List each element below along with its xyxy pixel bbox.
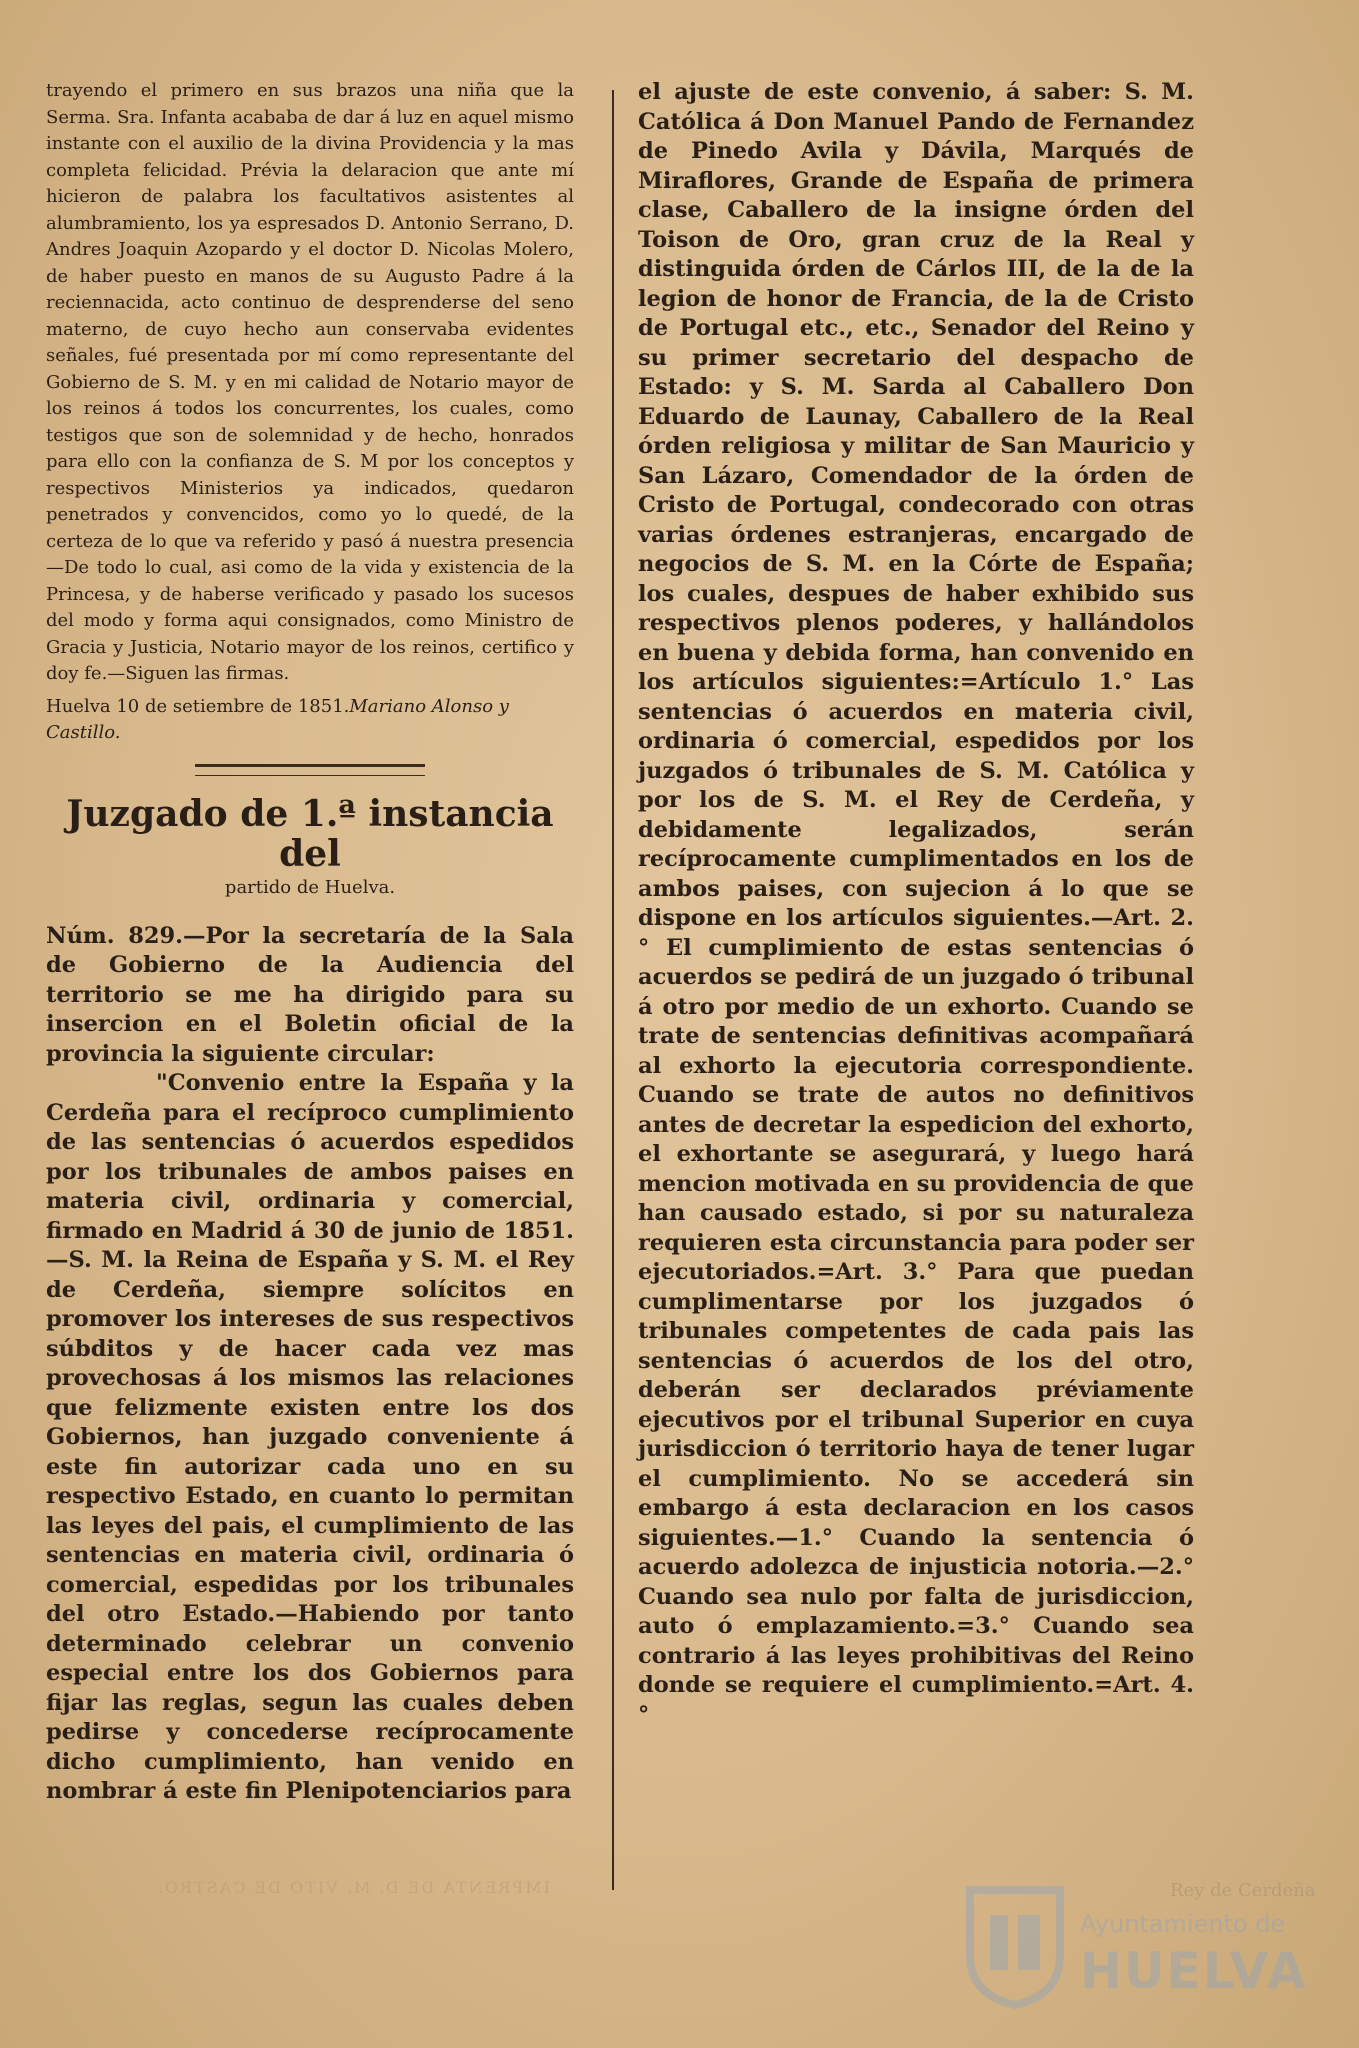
imprint-bleed-through: IMPRENTA DE D. M. VITO DE CASTRO.	[156, 1878, 550, 1897]
bleed-through-text: Rey de Cerdeña	[1170, 1880, 1316, 1901]
signature-name: Mariano Alonso y Castillo.	[46, 695, 509, 743]
convenio-paragraph: "Convenio entre la España y la Cerdeña para el recíproco cumplimiento de las sentencias ó acuerdos espedidos por los tribunales de ambos paises en materia civil, ordinaria y comercial, firmado en Madrid á 30 de junio de 1851. —S. M. la Reina de España y S. M. el Rey de Cerdeña, siempre solícitos en promover los intereses de sus respectivos súbditos y de hacer cada vez mas provechosas á los mismos las relaciones que felizmente existen entre los dos Gobiernos, han juzgado conveniente á este fin autorizar cada uno en su respectivo Estado, en cuanto lo permitan las leyes del pais, el cumplimiento de las sentencias en materia civil, ordinaria ó comercial, espedidas por los tribunales del otro Estado.—Habiendo por tanto determinado celebrar un convenio especial entre los dos Gobiernos para fijar las reglas, segun las cuales deben pedirse y concederse recíprocamente dicho cumplimiento, han venido en nombrar á este fin Plenipotenciarios para	[46, 1070, 574, 1804]
city-shield-icon	[960, 1880, 1070, 2010]
section-rule	[195, 764, 425, 776]
left-top-paragraph: trayendo el primero en sus brazos una niña que la Serma. Sra. Infanta acababa de dar á luz en aquel mismo instante con el auxilio de la divina Providencia y la mas completa felicidad. Prévia la delaracion que ante mí hicieron de palabra los facultativos asistentes al alumbramiento, los ya espresados D. Antonio Serrano, D. Andres Joaquin Azopardo y el doctor D. Nicolas Molero, de haber puesto en manos de su Augusto Padre á la reciennacida, acto continuo de desprenderse del seno materno, de cuyo hecho aun conservaba evidentes señales, fué presentada por mí como representante del Gobierno de S. M. y en mi calidad de Notario mayor de los reinos á todos los concurrentes, los cuales, como testigos que son de solemnidad y de hecho, honrados para ello con la confianza de S. M por los conceptos y respectivos Ministerios ya indicados, quedaron penetrados y convencidos, como yo lo quedé, de la certeza de lo que va referido y pasó á nuestra presencia —De todo lo cual, asi como de la vida y existencia de la Princesa, y de haberse verificado y pasado los sucesos del modo y forma aqui consignados, como Ministro de Gracia y Justicia, Notario mayor de los reinos, certifico y doy fe.—Siguen las firmas.	[46, 80, 574, 684]
section-subheading: partido de Huelva.	[224, 876, 396, 898]
watermark-line2: HUELVA	[1080, 1942, 1308, 2000]
left-column	[46, 78, 574, 1807]
notice-paragraph	[46, 922, 574, 1070]
archive-watermark	[960, 1880, 1308, 2010]
signature-date: Huelva 10 de setiembre de 1851.	[46, 695, 350, 717]
watermark-line1: Ayuntamiento de	[1080, 1910, 1286, 1938]
notice-text: —Por la secretaría de la Sala de Gobierno de la Audiencia del territorio se me ha dirigido para su insercion en el Boletin oficial de la provincia la siguiente circular:	[46, 922, 574, 1067]
signature-line	[46, 694, 574, 746]
section-heading: Juzgado de 1.ª instancia del	[66, 792, 554, 875]
right-column-text: el ajuste de este convenio, á saber: S. M. Católica á Don Manuel Pando de Fernandez de Pinedo Avila y Dávila, Marqués de Miraflores, Grande de España de primera clase, Caballero de la insigne órden del Toison de Oro, gran cruz de la Real y distinguida órden de Cárlos III, de la de la legion de honor de Francia, de la de Cristo de Portugal etc., etc., Senador del Reino y su primer secretario del despacho de Estado: y S. M. Sarda al Caballero Don Eduardo de Launay, Caballero de la Real órden religiosa y militar de San Mauricio y San Lázaro, Comendador de la órden de Cristo de Portugal, condecorado con otras varias órdenes estranjeras, encargado de negocios de S. M. en la Córte de España; los cuales, despues de haber exhibido sus respectivos plenos poderes, y hallándolos en buena y debida forma, han convenido en los artículos siguientes:=Artículo 1.° Las sentencias ó acuerdos en materia civil, ordinaria ó comercial, espedidos por los juzgados ó tribunales de S. M. Católica y por los de S. M. el Rey de Cerdeña, y debidamente legalizados, serán recíprocamente cumplimentados en los de ambos paises, con sujecion á lo que se dispone en los artículos siguientes.—Art. 2.° El cumplimiento de estas sentencias ó acuerdos se pedirá de un juzgado ó tribunal á otro por medio de un exhorto. Cuando se trate de sentencias definitivas acompañará al exhorto la ejecutoria correspondiente. Cuando se trate de autos no definitivos antes de decretar la espedicion del exhorto, el exhortante se asegurará, y luego hará mencion motivada en su providencia de que han causado estado, si por su naturaleza requieren esta circunstancia para poder ser ejecutoriados.=Art. 3.° Para que puedan cumplimentarse por los juzgados ó tribunales competentes de cada pais las sentencias ó acuerdos de los del otro, deberán ser declarados préviamente ejecutivos por el tribunal Superior en cuya jurisdiccion ó territorio haya de tener lugar el cumplimiento. No se accederá sin embargo á esta declaracion en los casos siguientes.—1.° Cuando la sentencia ó acuerdo adolezca de injusticia notoria.—2.° Cuando sea nulo por falta de jurisdiccion, auto ó emplazamiento.=3.° Cuando sea contrario á las leyes prohibitivas del Reino donde se requiere el cumplimiento.=Art. 4.°	[638, 79, 1194, 1728]
column-divider	[612, 90, 614, 1890]
right-column	[638, 78, 1194, 1730]
notice-number: Núm. 829.	[46, 922, 184, 949]
